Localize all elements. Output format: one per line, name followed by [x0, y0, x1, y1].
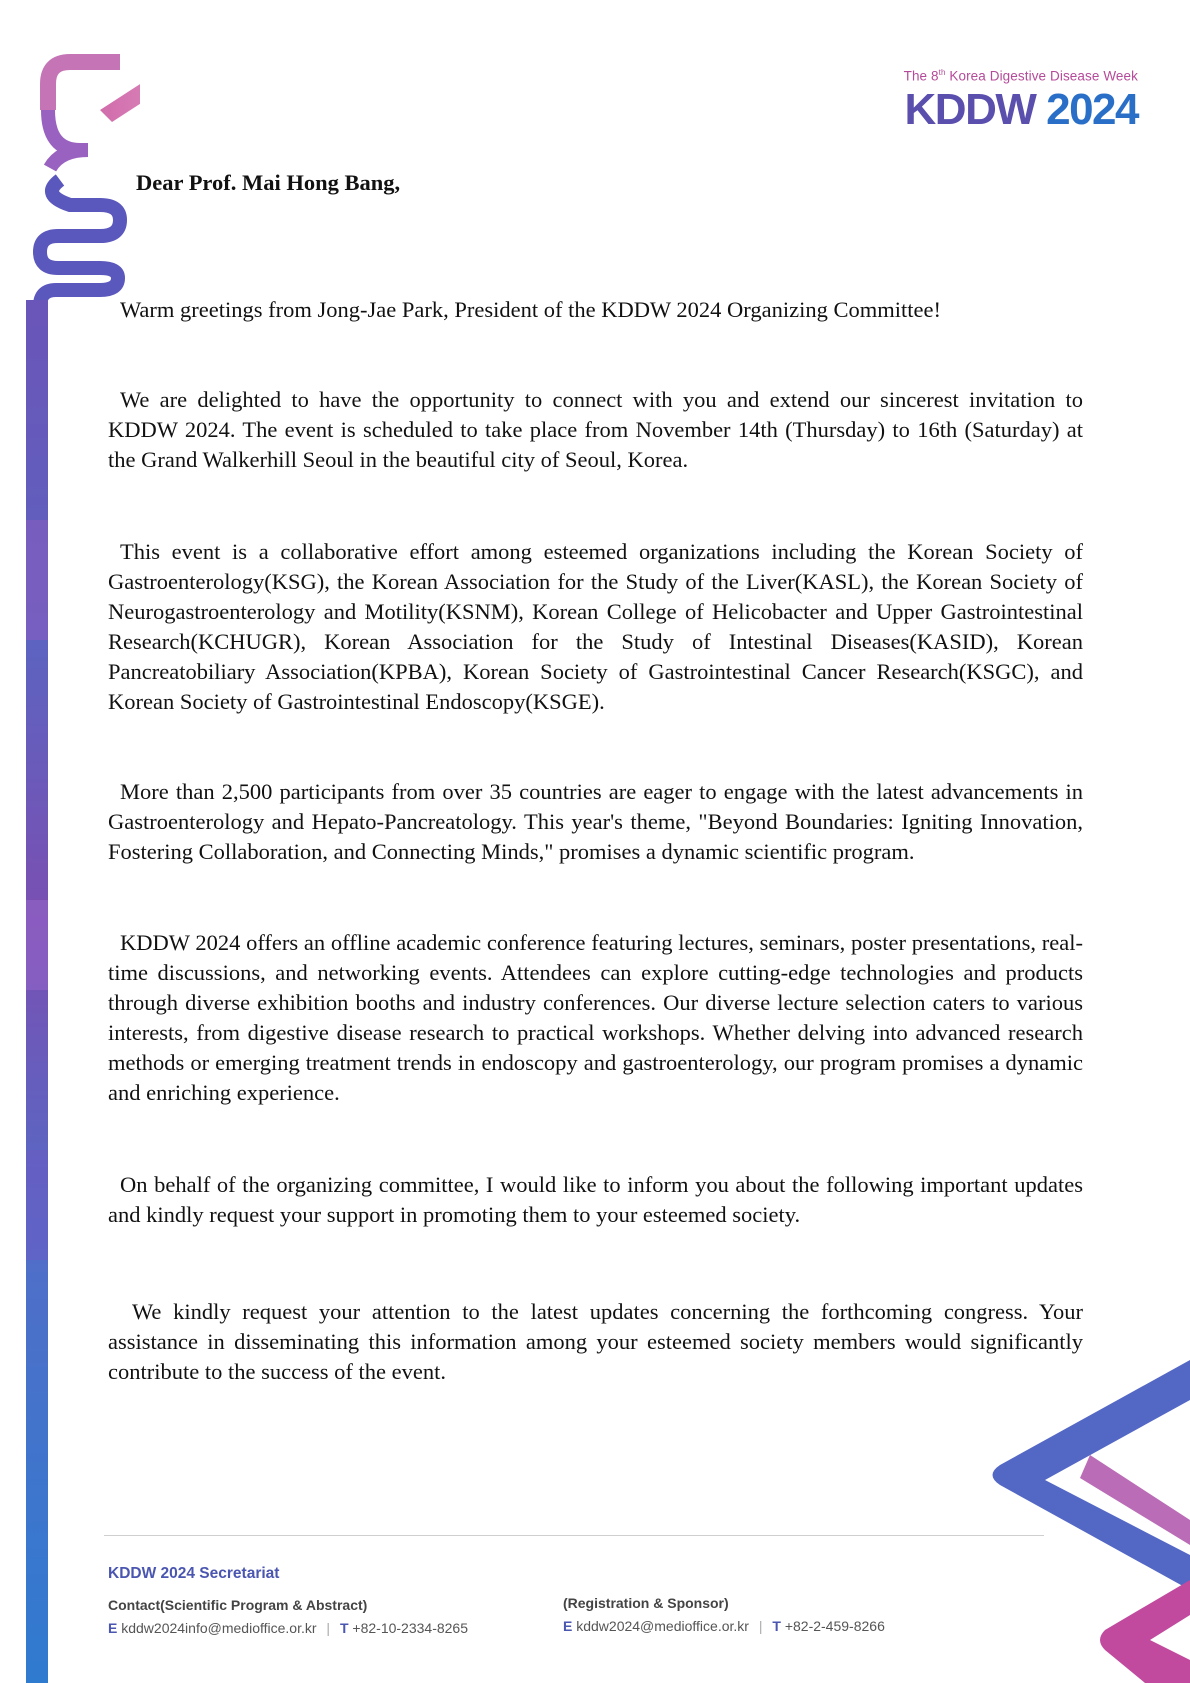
- salutation: Dear Prof. Mai Hong Bang,: [136, 170, 401, 195]
- paragraph-updates: On behalf of the organizing committee, I would like to inform you about the following important updates and kindly request your support in promoting them to your esteemed society.: [108, 1172, 1083, 1227]
- contact-registration-phone[interactable]: +82-2-459-8266: [784, 1618, 885, 1634]
- footer-contact-registration: (Registration & Sponsor) E kddw2024@medioffice.or.kr | T +82-2-459-8266: [563, 1595, 885, 1634]
- paragraph-participants: More than 2,500 participants from over 35 countries are eager to engage with the latest advancements in Gastroenterology and Hepato-Pancreatology. This year's theme, "Beyond Boundaries: Igniting Innovation, Fostering Collaboration, and Connecting Minds," promises a dynamic scientific program.: [108, 779, 1083, 864]
- paragraph-program: KDDW 2024 offers an offline academic conference featuring lectures, seminars, poster presentations, real-time discussions, and networking events. Attendees can explore cutting-edge technologies and products through diverse exhibition booths and industry conferences. Our diverse lecture selection caters to various interests, from digestive disease research to practical workshops. Whether delving into advanced research methods or emerging treatment trends in endoscopy and gastroenterology, our program promises a dynamic and enriching experience.: [108, 930, 1083, 1105]
- logo-wordmark: KDDW 2024: [904, 84, 1138, 134]
- kddw-logo: [904, 68, 1138, 132]
- logo-subtitle: The 8th Korea Digestive Disease Week: [903, 68, 1138, 84]
- footer-contact-scientific: Contact(Scientific Program & Abstract) E kddw2024info@medioffice.or.kr | T +82-10-2334-8265: [108, 1597, 469, 1636]
- secretariat-title: KDDW 2024 Secretariat: [108, 1565, 280, 1582]
- paragraph-request: We kindly request your attention to the latest updates concerning the forthcoming congress. Your assistance in disseminating this information among your esteemed society members would significantly contribute to the success of the event.: [108, 1299, 1083, 1384]
- paragraph-greeting: Warm greetings from Jong-Jae Park, President of the KDDW 2024 Organizing Committee!: [120, 297, 941, 322]
- contact-registration-label: (Registration & Sponsor): [563, 1595, 729, 1611]
- contact-scientific-phone[interactable]: +82-10-2334-8265: [352, 1620, 469, 1636]
- contact-registration-email[interactable]: kddw2024@medioffice.or.kr: [576, 1618, 749, 1634]
- paragraph-invitation: We are delighted to have the opportunity to connect with you and extend our sincerest invitation to KDDW 2024. The event is scheduled to take place from November 14th (Thursday) to 16th (Saturday) at the Grand Walkerhill Seoul in the beautiful city of Seoul, Korea.: [108, 387, 1083, 472]
- footer-secretariat: [108, 1565, 279, 1583]
- contact-scientific-label: Contact(Scientific Program & Abstract): [108, 1597, 368, 1613]
- paragraph-organizations: This event is a collaborative effort among esteemed organizations including the Korean Society of Gastroenterology(KSG), the Korean Association for the Study of the Liver(KASL), the Korean Society of Neurogastroenterology and Motility(KSNM), Korean College of Helicobacter and Upper Gastrointestinal Research(KCHUGR), Korean Association for the Study of Intestinal Diseases(KASID), Korean Pancreatobiliary Association(KPBA), Korean Society of Gastrointestinal Cancer Research(KSGC), and Korean Society of Gastrointestinal Endoscopy(KSGE).: [108, 539, 1083, 714]
- contact-scientific-email[interactable]: kddw2024info@medioffice.or.kr: [121, 1620, 317, 1636]
- footer-divider: [104, 1535, 1044, 1536]
